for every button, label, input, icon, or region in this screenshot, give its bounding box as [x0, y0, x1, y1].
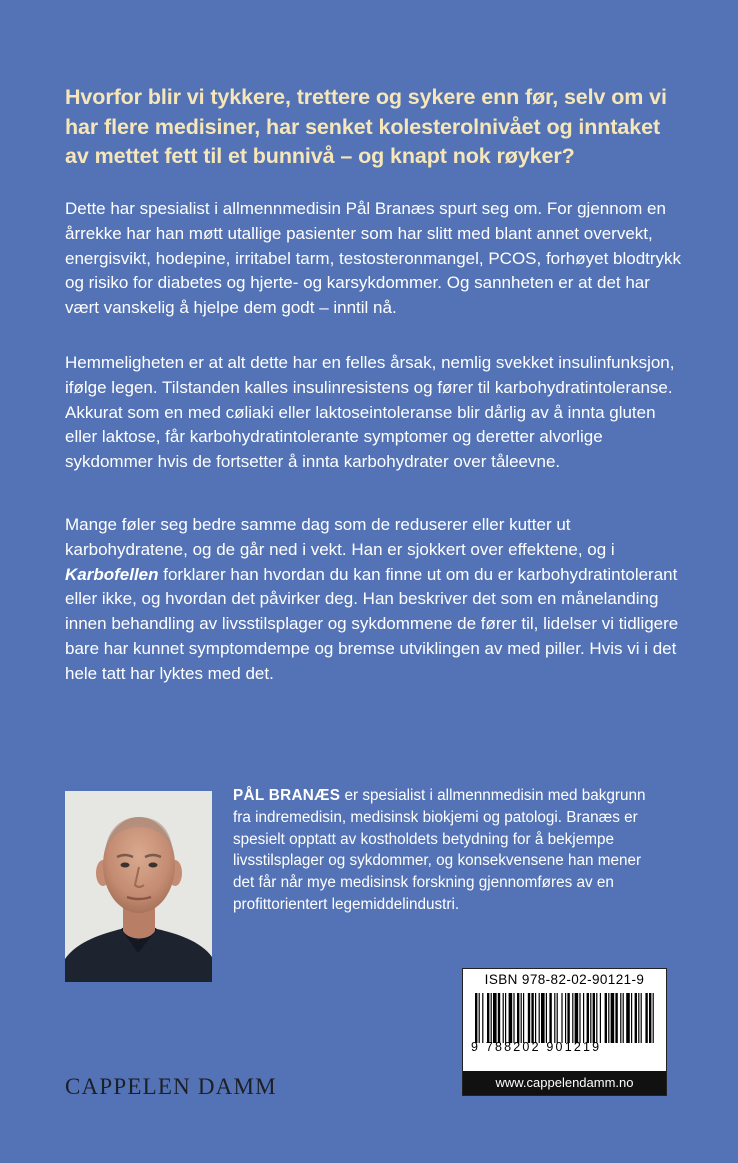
barcode-bar [557, 993, 558, 1043]
barcode-bar [523, 993, 524, 1043]
author-photo [65, 791, 212, 982]
barcode-bar [635, 993, 637, 1043]
barcode-bar [493, 993, 497, 1043]
barcode-bar [572, 993, 573, 1043]
barcode-bar [649, 993, 651, 1043]
barcode-bar [531, 993, 533, 1043]
barcode-bar [565, 993, 566, 1043]
barcode-bar [611, 993, 615, 1043]
barcode-bar [491, 993, 492, 1043]
author-name: PÅL BRANÆS [233, 787, 341, 804]
barcode-bar [579, 993, 580, 1043]
barcode-bars [471, 993, 659, 1043]
paragraph-3-text-end: forklarer han hvordan du kan finne ut om du er karbohydratintolerant eller ikke, og hvordan det påvirker deg. Han beskriver det som en månelanding innen behandling av livsstilsplager og sykdommene de fører til, lidelser vi tidligere bare har kunnet symptomdempe og bremse utviklingen av med piller. Hvis vi i det hele tatt har lyktes med det. [65, 564, 679, 683]
barcode-bar [605, 993, 607, 1043]
barcode-digits: 9 788202 901219 [471, 1040, 602, 1054]
barcode-bar [505, 993, 506, 1043]
barcode-bar [561, 993, 562, 1043]
barcode-bar [587, 993, 589, 1043]
barcode-bar [475, 993, 477, 1043]
barcode-bar [479, 993, 480, 1043]
barcode-bar [549, 993, 551, 1043]
barcode-bar [513, 993, 514, 1043]
barcode-bar [615, 993, 617, 1043]
barcode-bar [482, 993, 483, 1043]
barcode-bar [583, 993, 584, 1043]
barcode-bar [535, 993, 536, 1043]
barcode-bar [641, 993, 642, 1043]
back-cover-headline: Hvorfor blir vi tykkere, trettere og sykere enn før, selv om vi har flere medisiner, har senket kolesterolnivået og inntaket av mettet fett til et bunnivå – og knapt nok røyker? [65, 85, 667, 168]
isbn-label: ISBN 978-82-02-90121-9 [484, 972, 645, 987]
barcode-bar [590, 993, 591, 1043]
barcode-bar [626, 993, 630, 1043]
barcode-bar [521, 993, 522, 1043]
barcode-bar [528, 993, 530, 1043]
barcode-bar [600, 993, 601, 1043]
barcode-bar [608, 993, 609, 1043]
book-title-inline: Karbofellen [65, 564, 159, 584]
publisher-url: www.cappelendamm.no [463, 1071, 666, 1095]
barcode-bar [539, 993, 540, 1043]
barcode-bar [554, 993, 555, 1043]
barcode-bar [638, 993, 639, 1043]
barcode-bar [541, 993, 545, 1043]
barcode-bar [517, 993, 519, 1043]
description-paragraph-3 [65, 513, 685, 687]
barcode-bar [653, 993, 654, 1043]
barcode-bar [596, 993, 597, 1043]
author-bio [233, 785, 663, 916]
barcode-bar [593, 993, 595, 1043]
barcode-bar [567, 993, 569, 1043]
barcode-bar [503, 993, 504, 1043]
barcode-bar [623, 993, 624, 1043]
barcode-bar [620, 993, 621, 1043]
barcode-bar [509, 993, 513, 1043]
publisher-logo: CAPPELEN DAMM [65, 1074, 277, 1099]
barcode-bar [498, 993, 500, 1043]
barcode-bar [575, 993, 579, 1043]
barcode-bar [546, 993, 547, 1043]
barcode-bar [645, 993, 647, 1043]
description-paragraph-1: Dette har spesialist i allmennmedisin Pål Branæs spurt seg om. For gjennom en årrekke har han møtt utallige pasienter som har slitt med blant annet overvekt, energisvikt, hodepine, irritabel tarm, testosteronmangel, PCOS, forhøyet blodtrykk og risiko for diabetes og hjerte- og karsykdommer. Og sannheten er at det har vært vanskelig å hjelpe dem godt – inntil nå. [65, 199, 682, 318]
description-paragraph-2: Hemmeligheten er at alt dette har en felles årsak, nemlig svekket insulinfunksjon, ifølge legen. Tilstanden kalles insulinresistens og fører til karbohydratintoleranse. Akkurat som en med cøliaki eller laktoseintoleranse blir dårlig av å innta gluten eller laktose, får karbohydratintolerante symptomer og deretter alvorlige sykdommer hvis de fortsetter å innta karbohydrater over tåleevne. [65, 353, 675, 472]
isbn-barcode [462, 968, 667, 1096]
barcode-bar [487, 993, 489, 1043]
barcode-bar [631, 993, 632, 1043]
author-portrait-illustration [65, 791, 212, 982]
paragraph-3-text-start: Mange føler seg bedre samme dag som de reduserer eller kutter ut karbohydratene, og de går ned i vekt. Han er sjokkert over effektene, og i [65, 515, 615, 559]
author-bio-text: er spesialist i allmennmedisin med bakgrunn fra indremedisin, medisinsk biokjemi og patologi. Branæs er spesielt opptatt av kostholdets betydning for å bekjempe livsstilsplager og sykdommer, og konsekvensene han mener det får når mye medisinsk forskning gjennomføres av en profittorientert legemiddelindustri. [233, 787, 646, 913]
